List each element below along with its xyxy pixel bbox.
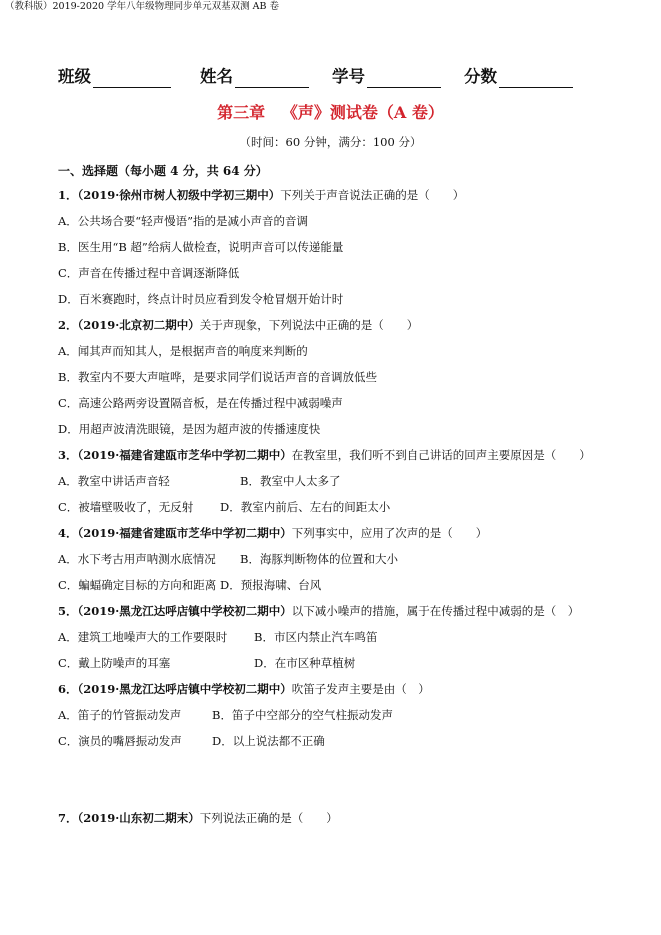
question-text: 下列事实中，应用了次声的是（ ）	[291, 526, 488, 540]
question-source: （2019·山东初二期末）	[77, 811, 200, 825]
info-id-label: 学号	[332, 67, 365, 86]
info-id	[332, 66, 441, 88]
option-d[interactable]: D．在市区种草植树	[254, 656, 356, 670]
option-d[interactable]: D．以上说法都不正确	[212, 734, 325, 748]
question-text: 下列关于声音说法正确的是（ ）	[280, 188, 465, 202]
question-source: （2019·徐州市树人初级中学初三期中）	[77, 188, 281, 202]
question-number: 7．	[58, 811, 78, 825]
question-3-stem	[58, 446, 591, 464]
section-heading: 一、选择题（每小题 4 分，共 64 分）	[58, 164, 268, 178]
info-name	[200, 66, 309, 88]
option-a[interactable]: A．水下考古用声呐测水底情况	[58, 552, 216, 566]
option-c[interactable]: C．声音在传播过程中音调逐渐降低	[58, 266, 240, 280]
option-d[interactable]: D．用超声波清洗眼镜，是因为超声波的传播速度快	[58, 422, 321, 436]
info-name-label: 姓名	[200, 67, 233, 86]
option-b[interactable]: B．海豚判断物体的位置和大小	[240, 552, 398, 566]
question-text: 以下减小噪声的措施，属于在传播过程中减弱的是（ ）	[291, 604, 580, 618]
option-c[interactable]: C．被墙壁吸收了，无反射	[58, 500, 194, 514]
option-d[interactable]: D．教室内前后、左右的间距太小	[220, 500, 391, 514]
option-c[interactable]: C．演员的嘴唇振动发声	[58, 734, 182, 748]
question-text: 关于声现象，下列说法中正确的是（ ）	[199, 318, 419, 332]
question-4-stem	[58, 524, 487, 542]
info-score-blank[interactable]	[499, 69, 573, 88]
info-name-blank[interactable]	[235, 69, 309, 88]
option-b[interactable]: B．笛子中空部分的空气柱振动发声	[212, 708, 393, 722]
question-number: 2．	[58, 318, 78, 332]
option-c[interactable]: C．戴上防噪声的耳塞	[58, 656, 171, 670]
option-c[interactable]: C．高速公路两旁设置隔音板，是在传播过程中减弱噪声	[58, 396, 343, 410]
option-b[interactable]: B．市区内禁止汽车鸣笛	[254, 630, 378, 644]
option-a[interactable]: A．公共场合要“轻声慢语”指的是减小声音的音调	[58, 214, 309, 228]
info-class	[58, 66, 171, 88]
question-6-stem	[58, 680, 430, 698]
info-class-label: 班级	[58, 67, 91, 86]
option-b[interactable]: B．医生用“B 超”给病人做检查，说明声音可以传递能量	[58, 240, 344, 254]
option-a[interactable]: A．闻其声而知其人，是根据声音的响度来判断的	[58, 344, 308, 358]
question-source: （2019·黑龙江达呼店镇中学校初二期中）	[77, 604, 292, 618]
info-id-blank[interactable]	[367, 69, 441, 88]
question-source: （2019·福建省建瓯市芝华中学初二期中）	[77, 448, 292, 462]
exam-title: 第三章 《声》测试卷（A 卷）	[217, 103, 444, 122]
student-info-row	[58, 66, 598, 92]
option-a[interactable]: A．教室中讲话声音轻	[58, 474, 170, 488]
question-number: 6．	[58, 682, 78, 696]
question-2-stem	[58, 316, 418, 334]
info-score-label: 分数	[464, 67, 497, 86]
question-number: 1．	[58, 188, 78, 202]
option-a[interactable]: A．笛子的竹管振动发声	[58, 708, 182, 722]
question-number: 5．	[58, 604, 78, 618]
info-score	[464, 66, 573, 88]
question-source: （2019·北京初二期中）	[77, 318, 200, 332]
question-number: 4．	[58, 526, 78, 540]
question-text: 在教室里，我们听不到自己讲话的回声主要原因是（ ）	[291, 448, 591, 462]
question-source: （2019·黑龙江达呼店镇中学校初二期中）	[77, 682, 292, 696]
info-class-blank[interactable]	[93, 69, 171, 88]
question-text: 吹笛子发声主要是由（ ）	[291, 682, 430, 696]
question-1-stem	[58, 186, 464, 204]
option-a[interactable]: A．建筑工地噪声大的工作要限时	[58, 630, 228, 644]
question-7-stem	[58, 809, 338, 827]
option-c[interactable]: C．蝙蝠确定目标的方向和距离	[58, 578, 217, 592]
exam-subtitle: （时间：60 分钟，满分：100 分）	[239, 135, 422, 149]
running-header: （教科版）2019-2020 学年八年级物理同步单元双基双测 AB 卷	[5, 1, 279, 12]
question-5-stem	[58, 602, 579, 620]
option-d[interactable]: D．预报海啸、台风	[220, 578, 322, 592]
question-number: 3．	[58, 448, 78, 462]
question-text: 下列说法正确的是（ ）	[199, 811, 338, 825]
question-source: （2019·福建省建瓯市芝华中学初二期中）	[77, 526, 292, 540]
option-b[interactable]: B．教室中人太多了	[240, 474, 341, 488]
option-b[interactable]: B．教室内不要大声喧哗，是要求同学们说话声音的音调放低些	[58, 370, 377, 384]
option-d[interactable]: D．百米赛跑时，终点计时员应看到发令枪冒烟开始计时	[58, 292, 344, 306]
